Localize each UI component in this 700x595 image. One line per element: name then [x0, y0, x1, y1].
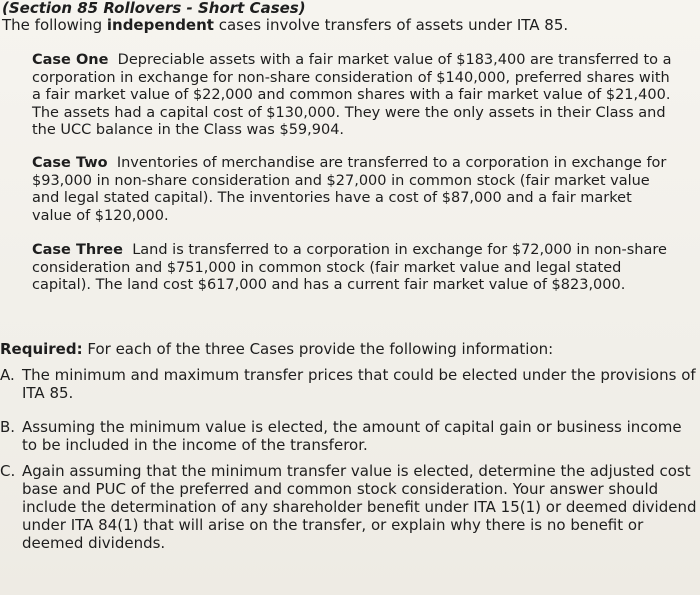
item-letter: C. [0, 462, 16, 480]
case-two [32, 155, 672, 225]
section-intro: The following independent cases involve transfers of assets under ITA 85. [2, 16, 569, 34]
required-heading [0, 340, 690, 358]
case-text: Land is transferred to a corporation in exchange for $72,000 in non-share consideration and $751,000 in common stock (fair market value and legal stated capital). The land cost $617,000 and has a current fair market value of $823,000. [32, 242, 667, 293]
section-header [2, 0, 692, 34]
case-label: Case Three [32, 242, 123, 258]
required-item-c [0, 462, 700, 552]
case-label: Case Two [32, 155, 108, 171]
item-letter: B. [0, 418, 16, 436]
case-text: Inventories of merchandise are transferred to a corporation in exchange for $93,000 in non-share consideration and $27,000 in common stock (fair market value and legal stated capital). The inventories have a cost of $87,000 and a fair market value of $120,000. [32, 155, 667, 224]
item-text: Assuming the minimum value is elected, the amount of capital gain or business income to be included in the income of the transferor. [22, 418, 682, 454]
case-one [32, 52, 672, 140]
case-three [32, 242, 672, 295]
required-text: For each of the three Cases provide the following information: [87, 340, 554, 358]
case-label: Case One [32, 52, 109, 68]
required-label: Required: [0, 340, 83, 358]
required-item-a [0, 366, 700, 402]
item-text: Again assuming that the minimum transfer value is elected, determine the adjusted cost base and PUC of the preferred and common stock consideration. Your answer should include the determination of any shareholder benefit under ITA 15(1) or deemed dividend under ITA 84(1) that will arise on the transfer, or explain why there is no benefit or deemed dividends. [22, 462, 697, 552]
required-item-b [0, 418, 700, 454]
section-title: (Section 85 Rollovers - Short Cases) [2, 0, 306, 17]
intro-emphasis: independent [106, 16, 214, 34]
item-text: The minimum and maximum transfer prices that could be elected under the provisions of ITA 85. [22, 366, 696, 402]
item-letter: A. [0, 366, 15, 384]
case-text: Depreciable assets with a fair market value of $183,400 are transferred to a corporation in exchange for non-share consideration of $140,000, preferred shares with a fair market value of $22,000 and common shares with a fair market value of $21,400. The assets had a capital cost of $130,000. They were the only assets in their Class and the UCC balance in the Class was $59,904. [32, 52, 672, 138]
